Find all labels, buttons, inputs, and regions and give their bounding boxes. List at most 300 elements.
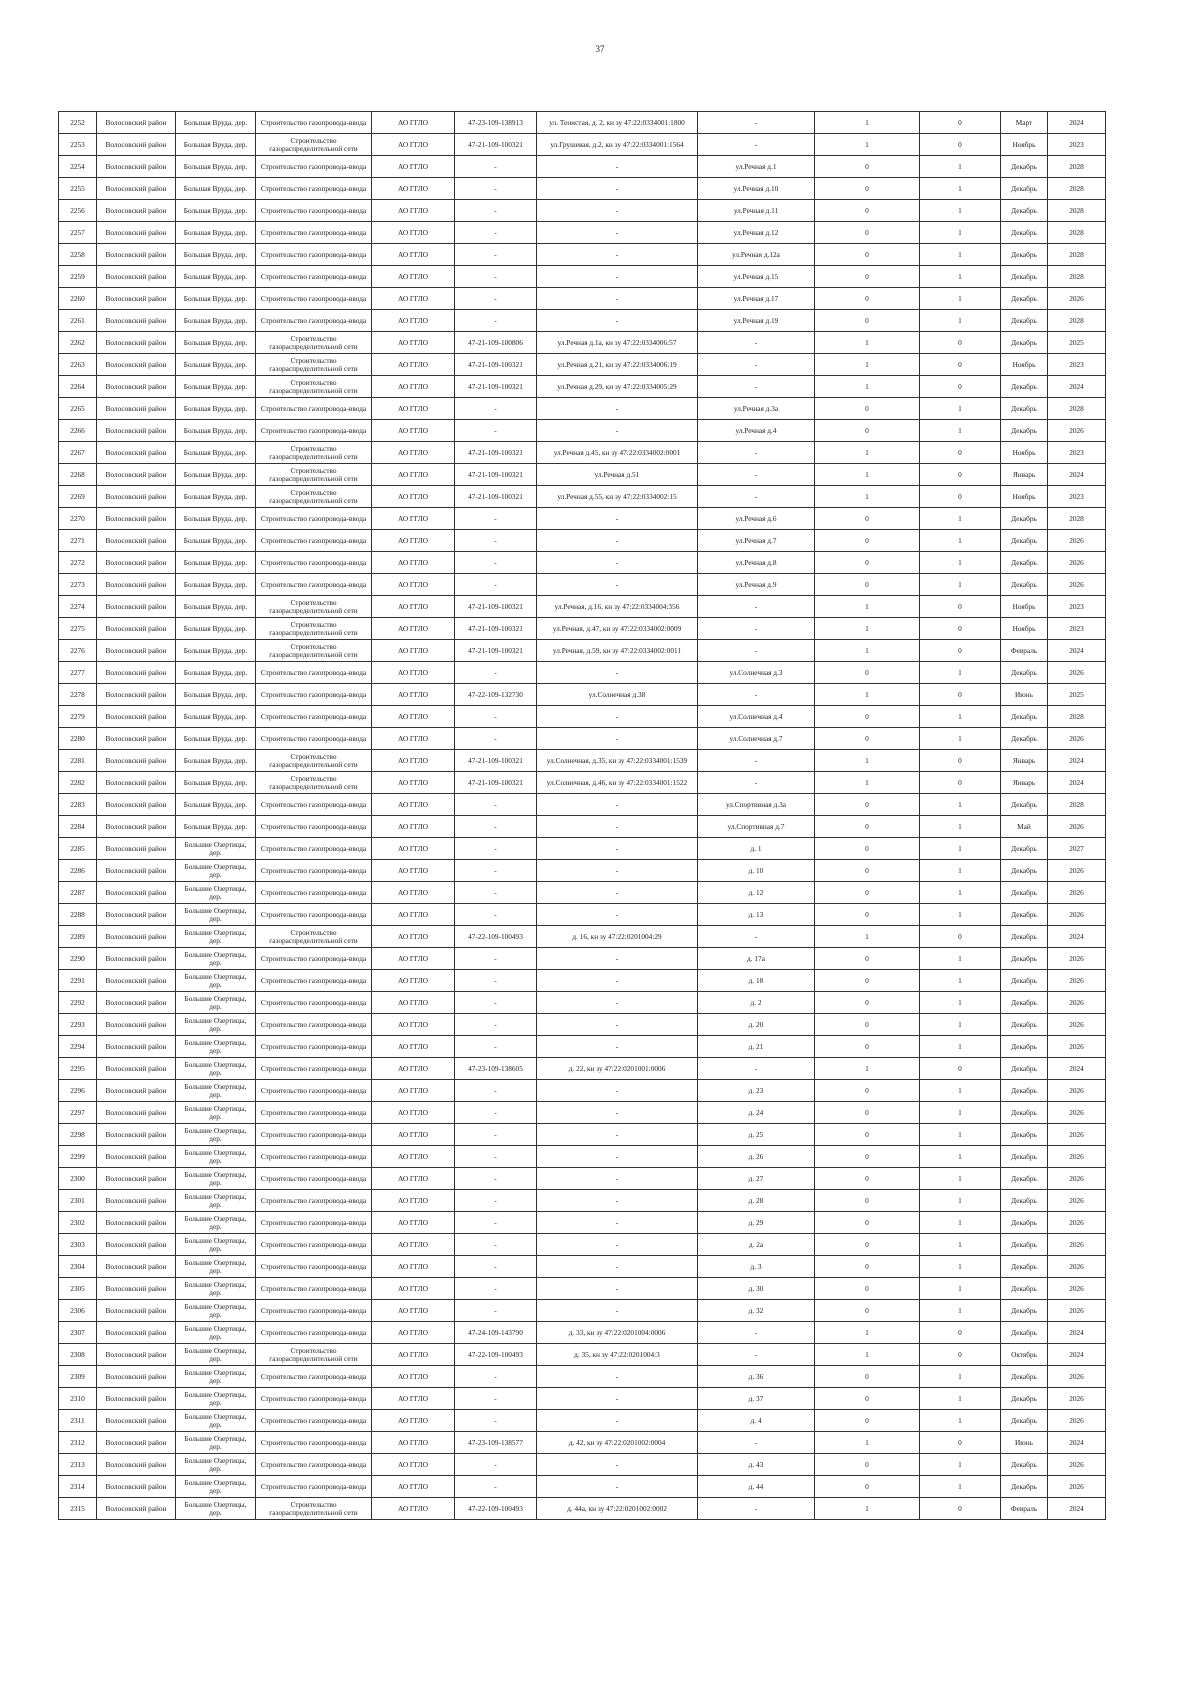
organization-cell: АО ГГЛО	[372, 266, 455, 288]
table-row	[59, 618, 1106, 640]
month-cell: Декабрь	[1001, 1036, 1048, 1058]
count-planned-cell: 1	[920, 1256, 1001, 1278]
work-type-cell: Строительство газопровода-ввода	[256, 1146, 372, 1168]
row-number-cell: 2311	[59, 1410, 97, 1432]
organization-cell: АО ГГЛО	[372, 948, 455, 970]
planned-address-cell: д. 25	[698, 1124, 815, 1146]
count-planned-cell: 1	[920, 860, 1001, 882]
work-type-cell: Строительство газопровода-ввода	[256, 420, 372, 442]
count-planned-cell: 1	[920, 794, 1001, 816]
object-address-cell: -	[537, 728, 698, 750]
object-address-cell: ул.Грушевая, д.2, кн зу 47:22:0334001:1564	[537, 134, 698, 156]
row-number-cell: 2265	[59, 398, 97, 420]
table-body	[59, 112, 1106, 1520]
settlement-cell: Большая Вруда, дер.	[176, 442, 256, 464]
count-planned-cell: 1	[920, 1124, 1001, 1146]
table-row	[59, 1058, 1106, 1080]
table-row	[59, 288, 1106, 310]
work-type-cell: Строительство газораспределительной сети	[256, 134, 372, 156]
count-connected-cell: 1	[815, 464, 920, 486]
application-number-cell: 47-23-109-138577	[455, 1432, 537, 1454]
work-type-cell: Строительство газопровода-ввода	[256, 1212, 372, 1234]
count-planned-cell: 0	[920, 332, 1001, 354]
application-number-cell: 47-21-109-100806	[455, 332, 537, 354]
row-number-cell: 2299	[59, 1146, 97, 1168]
object-address-cell: -	[537, 420, 698, 442]
month-cell: Декабрь	[1001, 178, 1048, 200]
organization-cell: АО ГГЛО	[372, 464, 455, 486]
year-cell: 2028	[1048, 310, 1106, 332]
district-cell: Волосовский район	[97, 1322, 176, 1344]
work-type-cell: Строительство газопровода-ввода	[256, 222, 372, 244]
row-number-cell: 2272	[59, 552, 97, 574]
count-planned-cell: 1	[920, 816, 1001, 838]
count-planned-cell: 0	[920, 684, 1001, 706]
year-cell: 2026	[1048, 1278, 1106, 1300]
count-planned-cell: 0	[920, 1058, 1001, 1080]
count-planned-cell: 1	[920, 178, 1001, 200]
count-connected-cell: 0	[815, 1080, 920, 1102]
work-type-cell: Строительство газопровода-ввода	[256, 574, 372, 596]
month-cell: Июнь	[1001, 1432, 1048, 1454]
row-number-cell: 2304	[59, 1256, 97, 1278]
year-cell: 2024	[1048, 376, 1106, 398]
work-type-cell: Строительство газопровода-ввода	[256, 948, 372, 970]
row-number-cell: 2261	[59, 310, 97, 332]
application-number-cell: 47-22-109-100493	[455, 1498, 537, 1520]
table-row	[59, 156, 1106, 178]
settlement-cell: Большие Озертицы, дер.	[176, 838, 256, 860]
table-row	[59, 178, 1106, 200]
planned-address-cell: д. 27	[698, 1168, 815, 1190]
planned-address-cell: д. 28	[698, 1190, 815, 1212]
month-cell: Январь	[1001, 750, 1048, 772]
application-number-cell: 47-21-109-100321	[455, 618, 537, 640]
row-number-cell: 2303	[59, 1234, 97, 1256]
count-connected-cell: 0	[815, 860, 920, 882]
object-address-cell: ул.Речная д.51	[537, 464, 698, 486]
organization-cell: АО ГГЛО	[372, 860, 455, 882]
month-cell: Декабрь	[1001, 244, 1048, 266]
planned-address-cell: ул.Речная д.9	[698, 574, 815, 596]
district-cell: Волосовский район	[97, 640, 176, 662]
planned-address-cell: д. 18	[698, 970, 815, 992]
district-cell: Волосовский район	[97, 1476, 176, 1498]
district-cell: Волосовский район	[97, 706, 176, 728]
application-number-cell: -	[455, 530, 537, 552]
settlement-cell: Большие Озертицы, дер.	[176, 1014, 256, 1036]
year-cell: 2026	[1048, 662, 1106, 684]
row-number-cell: 2300	[59, 1168, 97, 1190]
work-type-cell: Строительство газораспределительной сети	[256, 926, 372, 948]
object-address-cell: д. 33, кн зу 47:22:0201004:0006	[537, 1322, 698, 1344]
year-cell: 2028	[1048, 398, 1106, 420]
table-row	[59, 904, 1106, 926]
count-planned-cell: 0	[920, 750, 1001, 772]
row-number-cell: 2290	[59, 948, 97, 970]
organization-cell: АО ГГЛО	[372, 1124, 455, 1146]
object-address-cell: -	[537, 1278, 698, 1300]
planned-address-cell: ул.Речная д.7	[698, 530, 815, 552]
month-cell: Декабрь	[1001, 1388, 1048, 1410]
month-cell: Декабрь	[1001, 1058, 1048, 1080]
application-number-cell: 47-21-109-100321	[455, 376, 537, 398]
count-planned-cell: 1	[920, 1234, 1001, 1256]
row-number-cell: 2274	[59, 596, 97, 618]
planned-address-cell: -	[698, 1058, 815, 1080]
work-type-cell: Строительство газопровода-ввода	[256, 816, 372, 838]
work-type-cell: Строительство газораспределительной сети	[256, 772, 372, 794]
district-cell: Волосовский район	[97, 1388, 176, 1410]
organization-cell: АО ГГЛО	[372, 706, 455, 728]
application-number-cell: -	[455, 948, 537, 970]
settlement-cell: Большая Вруда, дер.	[176, 332, 256, 354]
organization-cell: АО ГГЛО	[372, 618, 455, 640]
month-cell: Декабрь	[1001, 882, 1048, 904]
month-cell: Декабрь	[1001, 794, 1048, 816]
district-cell: Волосовский район	[97, 508, 176, 530]
organization-cell: АО ГГЛО	[372, 1476, 455, 1498]
row-number-cell: 2266	[59, 420, 97, 442]
application-number-cell: -	[455, 1102, 537, 1124]
settlement-cell: Большие Озертицы, дер.	[176, 1234, 256, 1256]
count-connected-cell: 0	[815, 310, 920, 332]
row-number-cell: 2307	[59, 1322, 97, 1344]
work-type-cell: Строительство газопровода-ввода	[256, 1014, 372, 1036]
district-cell: Волосовский район	[97, 134, 176, 156]
work-type-cell: Строительство газопровода-ввода	[256, 1300, 372, 1322]
month-cell: Декабрь	[1001, 1476, 1048, 1498]
district-cell: Волосовский район	[97, 200, 176, 222]
work-type-cell: Строительство газопровода-ввода	[256, 508, 372, 530]
organization-cell: АО ГГЛО	[372, 1190, 455, 1212]
count-planned-cell: 1	[920, 420, 1001, 442]
row-number-cell: 2281	[59, 750, 97, 772]
object-address-cell: -	[537, 1454, 698, 1476]
district-cell: Волосовский район	[97, 442, 176, 464]
settlement-cell: Большие Озертицы, дер.	[176, 1366, 256, 1388]
year-cell: 2024	[1048, 772, 1106, 794]
month-cell: Ноябрь	[1001, 134, 1048, 156]
table-row	[59, 1300, 1106, 1322]
settlement-cell: Большая Вруда, дер.	[176, 574, 256, 596]
count-planned-cell: 1	[920, 200, 1001, 222]
year-cell: 2024	[1048, 464, 1106, 486]
month-cell: Декабрь	[1001, 706, 1048, 728]
object-address-cell: -	[537, 1212, 698, 1234]
planned-address-cell: ул.Речная д.11	[698, 200, 815, 222]
count-connected-cell: 0	[815, 1256, 920, 1278]
count-connected-cell: 0	[815, 398, 920, 420]
month-cell: Ноябрь	[1001, 354, 1048, 376]
table-row	[59, 1344, 1106, 1366]
district-cell: Волосовский район	[97, 1432, 176, 1454]
settlement-cell: Большая Вруда, дер.	[176, 750, 256, 772]
settlement-cell: Большая Вруда, дер.	[176, 618, 256, 640]
application-number-cell: -	[455, 574, 537, 596]
application-number-cell: -	[455, 838, 537, 860]
district-cell: Волосовский район	[97, 288, 176, 310]
planned-address-cell: -	[698, 486, 815, 508]
count-connected-cell: 0	[815, 1388, 920, 1410]
count-planned-cell: 0	[920, 1344, 1001, 1366]
table-row	[59, 486, 1106, 508]
count-planned-cell: 0	[920, 442, 1001, 464]
object-address-cell: ул.Солнечная, д.35, кн зу 47:22:0334001:1539	[537, 750, 698, 772]
settlement-cell: Большие Озертицы, дер.	[176, 1322, 256, 1344]
month-cell: Декабрь	[1001, 1322, 1048, 1344]
organization-cell: АО ГГЛО	[372, 1014, 455, 1036]
count-planned-cell: 1	[920, 398, 1001, 420]
planned-address-cell: д. 4	[698, 1410, 815, 1432]
count-connected-cell: 0	[815, 1476, 920, 1498]
row-number-cell: 2275	[59, 618, 97, 640]
count-planned-cell: 1	[920, 574, 1001, 596]
object-address-cell: -	[537, 398, 698, 420]
application-number-cell: -	[455, 1124, 537, 1146]
district-cell: Волосовский район	[97, 310, 176, 332]
count-planned-cell: 1	[920, 156, 1001, 178]
district-cell: Волосовский район	[97, 772, 176, 794]
count-planned-cell: 1	[920, 992, 1001, 1014]
application-number-cell: -	[455, 728, 537, 750]
count-connected-cell: 0	[815, 1102, 920, 1124]
month-cell: Март	[1001, 112, 1048, 134]
object-address-cell: -	[537, 178, 698, 200]
row-number-cell: 2287	[59, 882, 97, 904]
settlement-cell: Большие Озертицы, дер.	[176, 1168, 256, 1190]
application-number-cell: -	[455, 398, 537, 420]
work-type-cell: Строительство газопровода-ввода	[256, 992, 372, 1014]
count-connected-cell: 0	[815, 1168, 920, 1190]
count-connected-cell: 0	[815, 904, 920, 926]
settlement-cell: Большие Озертицы, дер.	[176, 1212, 256, 1234]
object-address-cell: ул.Речная, д.47, кн зу 47:22:0334002:0009	[537, 618, 698, 640]
planned-address-cell: -	[698, 772, 815, 794]
work-type-cell: Строительство газопровода-ввода	[256, 1388, 372, 1410]
district-cell: Волосовский район	[97, 486, 176, 508]
gasification-table	[58, 111, 1106, 1520]
organization-cell: АО ГГЛО	[372, 1168, 455, 1190]
year-cell: 2026	[1048, 1410, 1106, 1432]
object-address-cell: д. 42, кн зу 47:22:0201002:0004	[537, 1432, 698, 1454]
count-connected-cell: 1	[815, 1432, 920, 1454]
month-cell: Июнь	[1001, 684, 1048, 706]
year-cell: 2023	[1048, 596, 1106, 618]
month-cell: Декабрь	[1001, 332, 1048, 354]
organization-cell: АО ГГЛО	[372, 1278, 455, 1300]
month-cell: Декабрь	[1001, 1410, 1048, 1432]
object-address-cell: д. 22, кн зу 47:22:0201001:0006	[537, 1058, 698, 1080]
settlement-cell: Большие Озертицы, дер.	[176, 1256, 256, 1278]
row-number-cell: 2282	[59, 772, 97, 794]
organization-cell: АО ГГЛО	[372, 662, 455, 684]
count-planned-cell: 0	[920, 1432, 1001, 1454]
planned-address-cell: ул.Речная д.3а	[698, 398, 815, 420]
year-cell: 2023	[1048, 442, 1106, 464]
work-type-cell: Строительство газораспределительной сети	[256, 750, 372, 772]
table-row	[59, 750, 1106, 772]
row-number-cell: 2270	[59, 508, 97, 530]
organization-cell: АО ГГЛО	[372, 200, 455, 222]
planned-address-cell: -	[698, 354, 815, 376]
row-number-cell: 2294	[59, 1036, 97, 1058]
table-row	[59, 200, 1106, 222]
count-planned-cell: 1	[920, 1168, 1001, 1190]
settlement-cell: Большая Вруда, дер.	[176, 112, 256, 134]
count-connected-cell: 1	[815, 926, 920, 948]
district-cell: Волосовский район	[97, 1014, 176, 1036]
object-address-cell: -	[537, 816, 698, 838]
count-connected-cell: 0	[815, 794, 920, 816]
settlement-cell: Большие Озертицы, дер.	[176, 860, 256, 882]
row-number-cell: 2306	[59, 1300, 97, 1322]
planned-address-cell: д. 36	[698, 1366, 815, 1388]
object-address-cell: д. 16, кн зу 47:22:0201004:29	[537, 926, 698, 948]
application-number-cell: 47-23-109-138913	[455, 112, 537, 134]
table-row	[59, 728, 1106, 750]
row-number-cell: 2279	[59, 706, 97, 728]
object-address-cell: -	[537, 838, 698, 860]
settlement-cell: Большая Вруда, дер.	[176, 706, 256, 728]
year-cell: 2026	[1048, 1388, 1106, 1410]
planned-address-cell: ул.Речная д.10	[698, 178, 815, 200]
table-row	[59, 1190, 1106, 1212]
count-connected-cell: 1	[815, 376, 920, 398]
organization-cell: АО ГГЛО	[372, 772, 455, 794]
month-cell: Декабрь	[1001, 1234, 1048, 1256]
planned-address-cell: д. 23	[698, 1080, 815, 1102]
year-cell: 2023	[1048, 486, 1106, 508]
row-number-cell: 2296	[59, 1080, 97, 1102]
application-number-cell: -	[455, 420, 537, 442]
year-cell: 2026	[1048, 420, 1106, 442]
planned-address-cell: -	[698, 684, 815, 706]
year-cell: 2026	[1048, 1146, 1106, 1168]
object-address-cell: -	[537, 1102, 698, 1124]
year-cell: 2024	[1048, 640, 1106, 662]
table-row	[59, 442, 1106, 464]
table-row	[59, 1168, 1106, 1190]
row-number-cell: 2314	[59, 1476, 97, 1498]
year-cell: 2026	[1048, 552, 1106, 574]
object-address-cell: -	[537, 1388, 698, 1410]
year-cell: 2026	[1048, 1036, 1106, 1058]
organization-cell: АО ГГЛО	[372, 486, 455, 508]
organization-cell: АО ГГЛО	[372, 816, 455, 838]
work-type-cell: Строительство газопровода-ввода	[256, 1234, 372, 1256]
count-planned-cell: 1	[920, 266, 1001, 288]
settlement-cell: Большая Вруда, дер.	[176, 464, 256, 486]
table-row	[59, 464, 1106, 486]
count-connected-cell: 1	[815, 332, 920, 354]
count-connected-cell: 0	[815, 970, 920, 992]
application-number-cell: 47-21-109-100321	[455, 596, 537, 618]
table-row	[59, 244, 1106, 266]
table-row	[59, 860, 1106, 882]
work-type-cell: Строительство газораспределительной сети	[256, 354, 372, 376]
application-number-cell: -	[455, 706, 537, 728]
application-number-cell: -	[455, 1256, 537, 1278]
organization-cell: АО ГГЛО	[372, 1146, 455, 1168]
settlement-cell: Большая Вруда, дер.	[176, 354, 256, 376]
work-type-cell: Строительство газопровода-ввода	[256, 706, 372, 728]
row-number-cell: 2288	[59, 904, 97, 926]
work-type-cell: Строительство газопровода-ввода	[256, 1124, 372, 1146]
work-type-cell: Строительство газораспределительной сети	[256, 618, 372, 640]
planned-address-cell: д. 30	[698, 1278, 815, 1300]
work-type-cell: Строительство газораспределительной сети	[256, 596, 372, 618]
application-number-cell: -	[455, 904, 537, 926]
object-address-cell: ул. Тенистая, д. 2, кн зу 47:22:0334001:1800	[537, 112, 698, 134]
object-address-cell: -	[537, 1014, 698, 1036]
organization-cell: АО ГГЛО	[372, 1212, 455, 1234]
row-number-cell: 2271	[59, 530, 97, 552]
planned-address-cell: д. 17а	[698, 948, 815, 970]
application-number-cell: -	[455, 266, 537, 288]
organization-cell: АО ГГЛО	[372, 992, 455, 1014]
work-type-cell: Строительство газопровода-ввода	[256, 1454, 372, 1476]
count-connected-cell: 1	[815, 618, 920, 640]
settlement-cell: Большая Вруда, дер.	[176, 288, 256, 310]
year-cell: 2024	[1048, 1058, 1106, 1080]
application-number-cell: 47-21-109-100321	[455, 750, 537, 772]
work-type-cell: Строительство газопровода-ввода	[256, 156, 372, 178]
settlement-cell: Большие Озертицы, дер.	[176, 1388, 256, 1410]
planned-address-cell: -	[698, 618, 815, 640]
organization-cell: АО ГГЛО	[372, 1388, 455, 1410]
month-cell: Январь	[1001, 464, 1048, 486]
count-planned-cell: 1	[920, 1014, 1001, 1036]
organization-cell: АО ГГЛО	[372, 530, 455, 552]
organization-cell: АО ГГЛО	[372, 1234, 455, 1256]
planned-address-cell: ул.Солнечная д.3	[698, 662, 815, 684]
month-cell: Октябрь	[1001, 1344, 1048, 1366]
count-planned-cell: 1	[920, 552, 1001, 574]
planned-address-cell: д. 32	[698, 1300, 815, 1322]
count-planned-cell: 1	[920, 244, 1001, 266]
district-cell: Волосовский район	[97, 838, 176, 860]
table-row	[59, 376, 1106, 398]
planned-address-cell: -	[698, 1322, 815, 1344]
object-address-cell: -	[537, 662, 698, 684]
year-cell: 2026	[1048, 1102, 1106, 1124]
table-row	[59, 596, 1106, 618]
district-cell: Волосовский район	[97, 1498, 176, 1520]
district-cell: Волосовский район	[97, 420, 176, 442]
district-cell: Волосовский район	[97, 618, 176, 640]
settlement-cell: Большая Вруда, дер.	[176, 728, 256, 750]
object-address-cell: ул.Речная, д.16, кн зу 47:22:0334004:356	[537, 596, 698, 618]
row-number-cell: 2263	[59, 354, 97, 376]
organization-cell: АО ГГЛО	[372, 376, 455, 398]
settlement-cell: Большие Озертицы, дер.	[176, 1410, 256, 1432]
organization-cell: АО ГГЛО	[372, 1058, 455, 1080]
count-connected-cell: 0	[815, 882, 920, 904]
row-number-cell: 2283	[59, 794, 97, 816]
month-cell: Ноябрь	[1001, 486, 1048, 508]
count-connected-cell: 0	[815, 288, 920, 310]
count-planned-cell: 1	[920, 882, 1001, 904]
count-planned-cell: 1	[920, 1476, 1001, 1498]
count-planned-cell: 0	[920, 618, 1001, 640]
year-cell: 2026	[1048, 904, 1106, 926]
work-type-cell: Строительство газопровода-ввода	[256, 1168, 372, 1190]
object-address-cell: ул.Речная д.45, кн зу 47:22:0334002:0001	[537, 442, 698, 464]
table-row	[59, 1146, 1106, 1168]
table-row	[59, 398, 1106, 420]
count-connected-cell: 0	[815, 178, 920, 200]
